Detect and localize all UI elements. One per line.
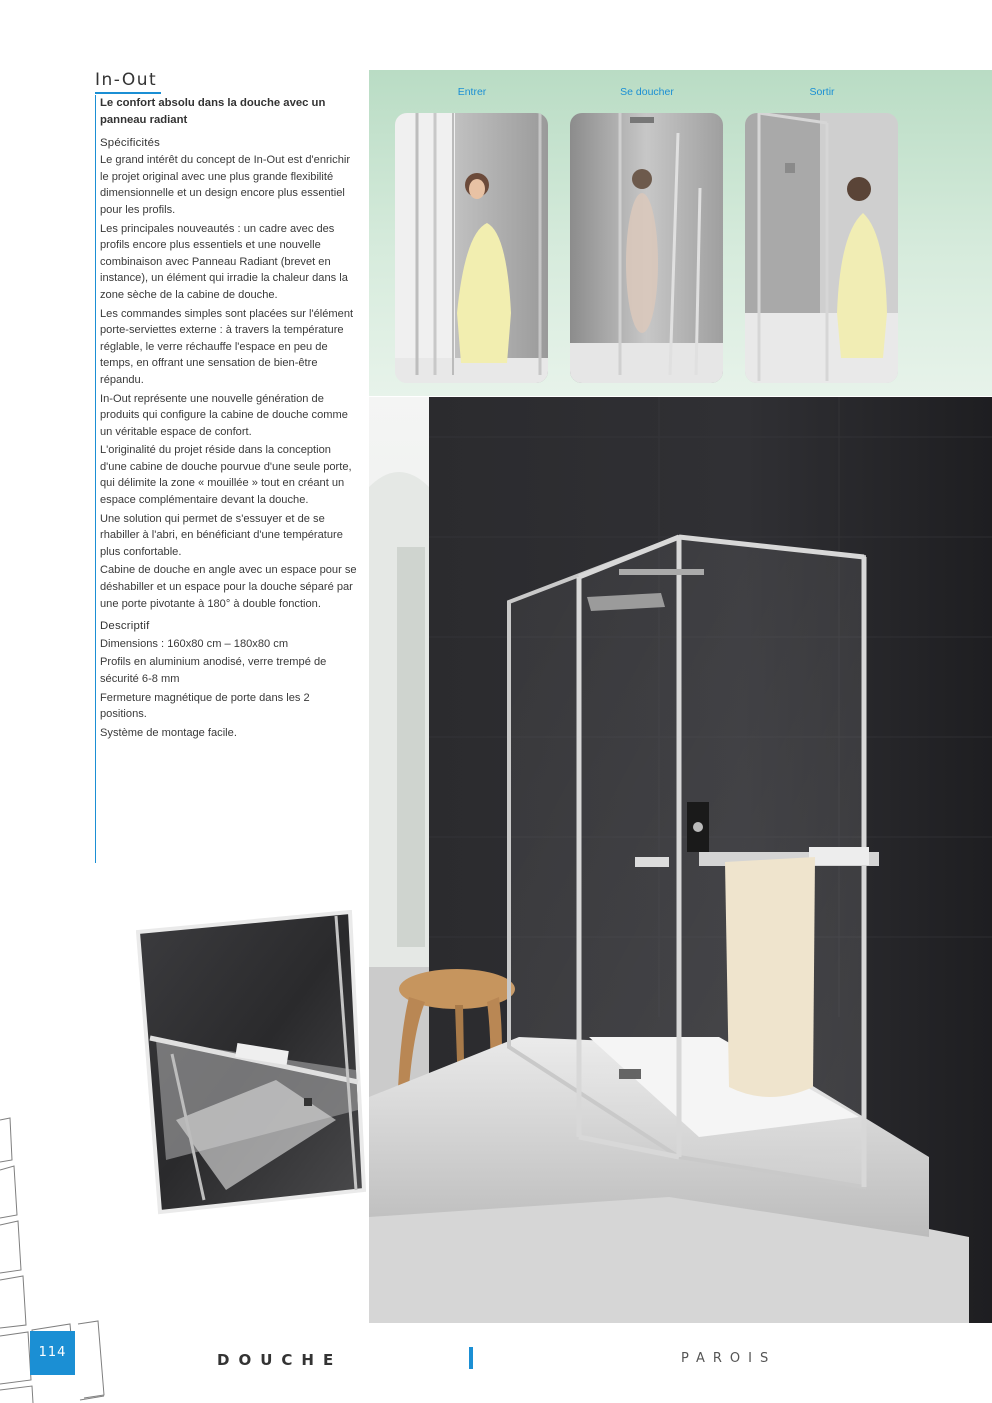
specificites-heading: Spécificités xyxy=(100,136,161,149)
footer-category-label: PAROIS xyxy=(681,1351,777,1366)
specificites-paragraph: Les principales nouveautés : un cadre avec des profils encore plus essentiels et une nouvelle combinaison avec Panneau Radiant (brevet en instance), un élément qui irradie la chaleur dans la zone sèche de la cabine de douche. xyxy=(100,222,348,301)
specificites-paragraph: Les commandes simples sont placées sur l'élément porte-serviettes externe : à travers la température réglable, le verre réchauffe l'espace en peu de temps, en offrant une sensation de bien-être répandu. xyxy=(100,307,354,386)
descriptif-item: Profils en aluminium anodisé, verre trempé de sécurité 6-8 mm xyxy=(100,656,327,685)
product-subtitle: Le confort absolu dans la douche avec un panneau radiant xyxy=(100,97,326,126)
specificites-paragraph: Une solution qui permet de s'essuyer et de se rhabiller à l'abri, en bénéficiant d'une température plus confortable. xyxy=(100,512,343,558)
detail-photo-towel-rail xyxy=(136,910,366,1215)
product-description-column xyxy=(95,95,357,863)
specificites-paragraph: In-Out représente une nouvelle génération de produits qui configure la cabine de douche comme un véritable espace de confort. xyxy=(100,392,348,438)
footer-divider xyxy=(469,1347,473,1369)
step-photo-entrer xyxy=(395,113,548,383)
product-title: In-Out xyxy=(95,70,158,90)
step-label-sortir: Sortir xyxy=(809,86,835,98)
descriptif-item: Système de montage facile. xyxy=(100,726,237,739)
step-photo-se-doucher xyxy=(570,113,723,383)
page-number: 114 xyxy=(30,1331,75,1375)
descriptif-item: Fermeture magnétique de porte dans les 2 positions. xyxy=(100,691,310,721)
main-shower-photo xyxy=(369,397,992,1323)
descriptif-item: Dimensions : 160x80 cm – 180x80 cm xyxy=(100,637,289,650)
specificites-paragraph: L'originalité du projet réside dans la conception d'une cabine de douche pourvue d'une seule porte, qui délimite la zone « mouillée » tout en créant un espace complémentaire devant la douche. xyxy=(100,444,352,507)
specificites-paragraph: Le grand intérêt du concept de In-Out est d'enrichir le projet original avec une plus grande flexibilité dimensionnelle et un design encore plus essentiel pour les profils. xyxy=(100,154,351,216)
step-label-entrer: Entrer xyxy=(457,86,487,98)
descriptif-heading: Descriptif xyxy=(100,620,150,633)
step-photo-sortir xyxy=(745,113,898,383)
footer-section-label: DOUCHE xyxy=(217,1351,343,1369)
step-label-se-doucher: Se doucher xyxy=(620,86,674,98)
specificites-paragraph: Cabine de douche en angle avec un espace pour se déshabiller et un espace pour la douche séparé par une porte pivotante à 180° à double fonction. xyxy=(100,564,357,610)
title-underline xyxy=(95,92,161,94)
